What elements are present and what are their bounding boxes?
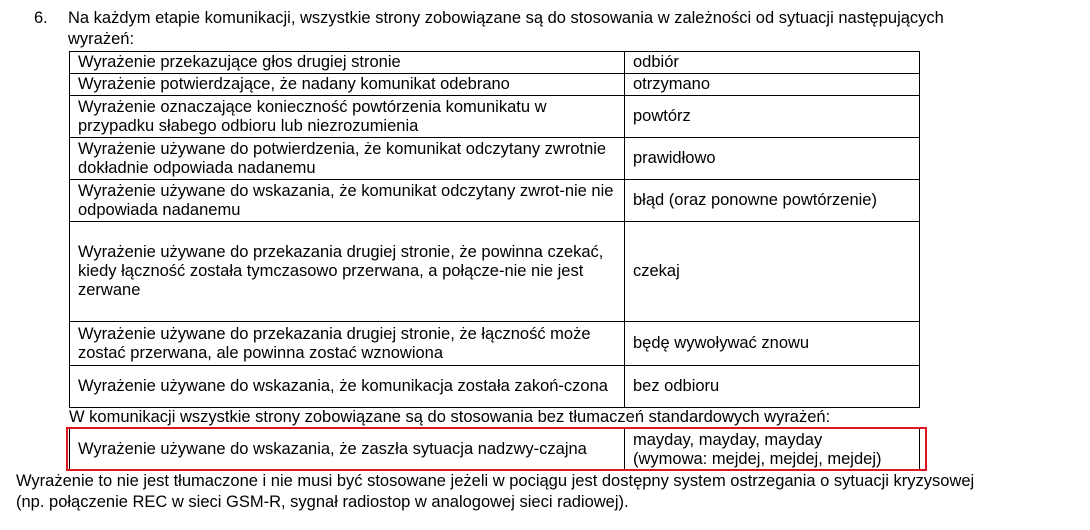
phrase-value: będę wywoływać znowu	[625, 322, 920, 366]
phrase-description: Wyrażenie oznaczające konieczność powtórzenia komunikatu w przypadku słabego odbioru lub niezrozumienia	[70, 96, 625, 138]
phrase-value: odbiór	[625, 52, 920, 74]
phrase-value: bez odbioru	[625, 366, 920, 408]
phrase-description: Wyrażenie potwierdzające, że nadany komunikat odebrano	[70, 74, 625, 96]
phrase-description: Wyrażenie używane do wskazania, że komunikacja została zakoń-czona	[70, 366, 625, 408]
phrase-value: prawidłowo	[625, 138, 920, 180]
phrase-value: otrzymano	[625, 74, 920, 96]
table-row	[70, 138, 920, 180]
phrase-value: błąd (oraz ponowne powtórzenie)	[625, 180, 920, 222]
intro-text-line1: Na każdym etapie komunikacji, wszystkie strony zobowiązane są do stosowania w zależności od sytuacji następujących	[68, 9, 944, 27]
table-row	[70, 366, 920, 408]
table-row	[70, 96, 920, 138]
table-row	[70, 322, 920, 366]
phrase-description: Wyrażenie używane do przekazania drugiej stronie, że powinna czekać, kiedy łączność została tymczasowo przerwana, a połącze-nie nie jest zerwane	[70, 222, 625, 322]
emergency-phrase-line2: (wymowa: mejdej, mejdej, mejdej)	[633, 449, 882, 468]
phrase-description: Wyrażenie przekazujące głos drugiej stronie	[70, 52, 625, 74]
mid-note: W komunikacji wszystkie strony zobowiązane są do stosowania bez tłumaczeń standardowych wyrażeń:	[69, 408, 831, 426]
table-row	[70, 180, 920, 222]
table-row	[70, 52, 920, 74]
emergency-phrase-line1: mayday, mayday, mayday	[633, 430, 823, 449]
table-row	[70, 74, 920, 96]
phrase-description: Wyrażenie używane do potwierdzenia, że komunikat odczytany zwrotnie dokładnie odpowiada nadanemu	[70, 138, 625, 180]
phrase-value: czekaj	[625, 222, 920, 322]
emergency-highlight-box	[66, 427, 927, 471]
item-number: 6.	[34, 9, 48, 27]
footer-text-line2: (np. połączenie REC w sieci GSM-R, sygnał radiostop w analogowej sieci radiowej).	[16, 493, 629, 511]
intro-text-line2: wyrażeń:	[68, 30, 135, 48]
emergency-description: Wyrażenie używane do wskazania, że zaszła sytuacja nadzwy-czajna	[70, 429, 625, 471]
footer-text-line1: Wyrażenie to nie jest tłumaczone i nie musi być stosowane jeżeli w pociągu jest dostępny system ostrzegania o sytuacji kryzysowej	[16, 472, 975, 490]
phrases-table	[69, 51, 920, 408]
table-row	[70, 222, 920, 322]
phrase-description: Wyrażenie używane do wskazania, że komunikat odczytany zwrot-nie nie odpowiada nadanemu	[70, 180, 625, 222]
phrase-value: powtórz	[625, 96, 920, 138]
phrase-description: Wyrażenie używane do przekazania drugiej stronie, że łączność może zostać przerwana, ale powinna zostać wznowiona	[70, 322, 625, 366]
